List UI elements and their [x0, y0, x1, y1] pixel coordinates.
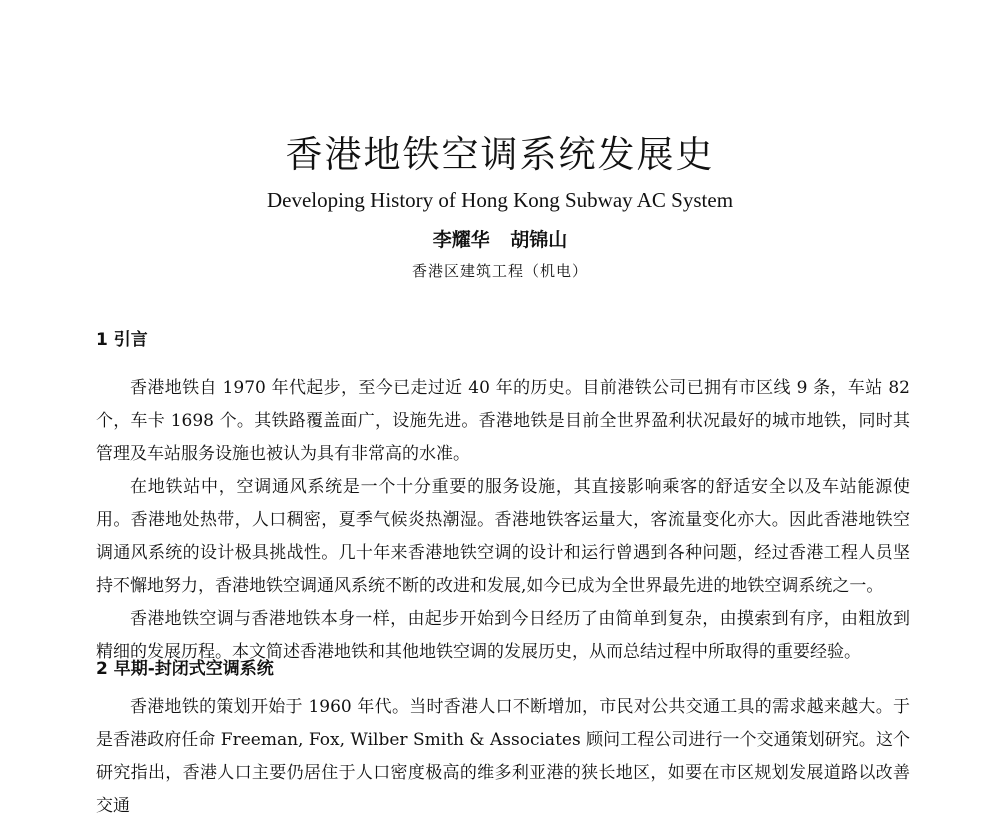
section-heading: 1 引言 [96, 330, 148, 350]
paragraph: 香港地铁的策划开始于 1960 年代。当时香港人口不断增加，市民对公共交通工具的需求越来越大。于是香港政府任命 Freeman, Fox, Wilber Smith & Associates 顾问工程公司进行一个交通策划研究。这个研究指出，香港人口主要仍居住于人口密度极高的维多利亚港的狭长地区，如要在市区规划发展道路以改善交通 [96, 697, 910, 816]
paper-subtitle: Developing History of Hong Kong Subway AC System [266, 188, 734, 212]
paragraph: 在地铁站中，空调通风系统是一个十分重要的服务设施，其直接影响乘客的舒适安全以及车站能源使用。香港地处热带，人口稠密，夏季气候炎热潮湿。香港地铁客运量大，客流量变化亦大。因此香港地铁空调通风系统的设计极具挑战性。几十年来香港地铁空调的设计和运行曾遇到各种问题，经过香港工程人员坚持不懈地努力，香港地铁空调通风系统不断的改进和发展,如今已成为全世界最先进的地铁空调系统之一。 [96, 477, 910, 596]
section-early-closed-ac [96, 656, 910, 823]
paper-affiliation: 香港区建筑工程（机电） [411, 262, 588, 280]
section-introduction [96, 327, 910, 669]
paper-title: 香港地铁空调系统发展史 [285, 133, 715, 176]
paper-authors: 李耀华 胡锦山 [432, 229, 568, 251]
paragraph: 香港地铁空调与香港地铁本身一样，由起步开始到今日经历了由简单到复杂，由摸索到有序，由粗放到精细的发展历程。本文简述香港地铁和其他地铁空调的发展历史，从而总结过程中所取得的重要经验。 [96, 609, 910, 662]
paragraph: 香港地铁自 1970 年代起步，至今已走过近 40 年的历史。目前港铁公司已拥有市区线 9 条，车站 82 个，车卡 1698 个。其铁路覆盖面广，设施先进。香港地铁是目前全世界盈利状况最好的城市地铁，同时其管理及车站服务设施也被认为具有非常高的水准。 [96, 378, 910, 464]
section-heading: 2 早期-封闭式空调系统 [96, 659, 274, 679]
